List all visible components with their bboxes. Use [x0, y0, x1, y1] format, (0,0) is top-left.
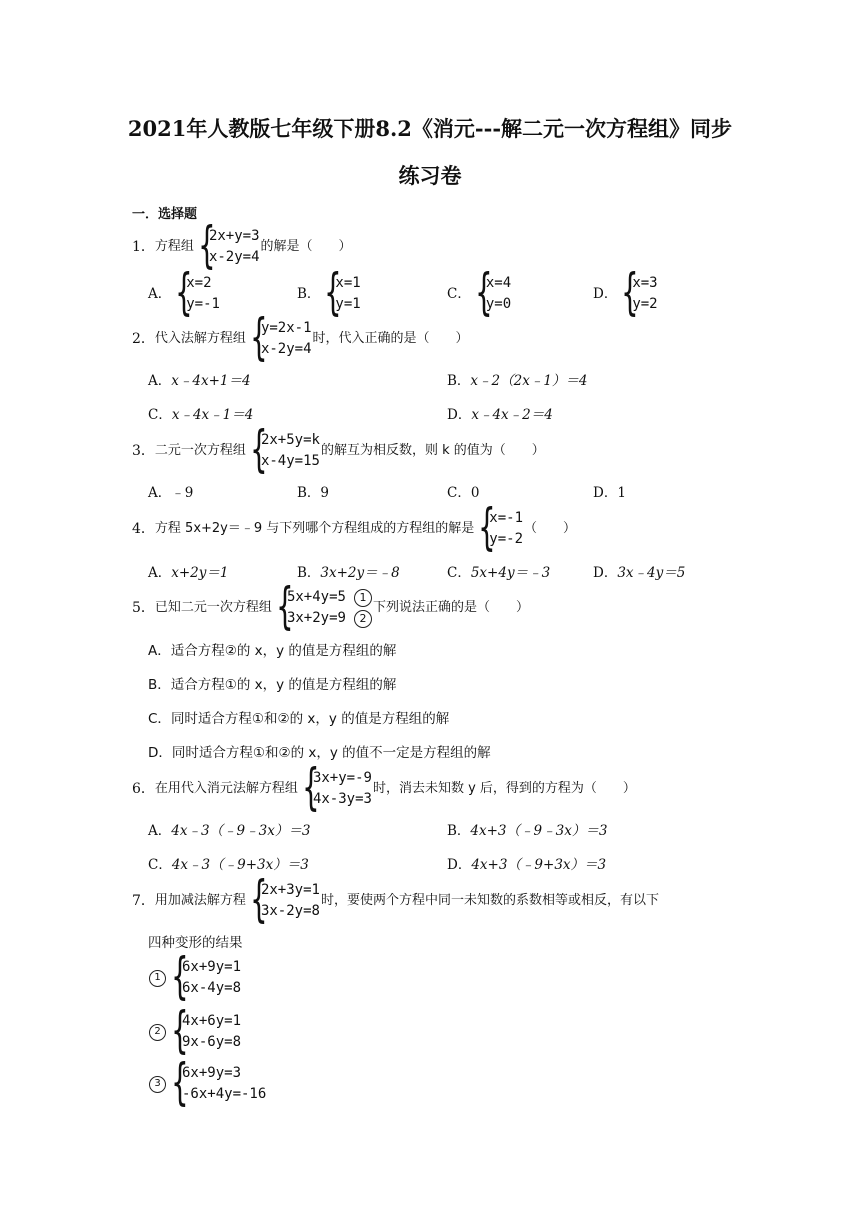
q7-variant-2: 2 { 4x+6y=1 9x-6y=8: [148, 1011, 242, 1053]
circled-number-2: 2: [354, 610, 372, 628]
q4-option-b[interactable]: B．3x+2y＝﹣8: [297, 565, 400, 581]
q4-option-a[interactable]: A．x+2y＝1: [148, 565, 229, 581]
q1-option-c[interactable]: C． { x=4 y=0: [447, 263, 512, 321]
q5-option-c[interactable]: C．同时适合方程①和②的 x，y 的值是方程组的解: [148, 711, 450, 727]
q7-variant-3: 3 { 6x+9y=3 -6x+4y=-16: [148, 1063, 267, 1105]
q7-variant-1: 1 { 6x+9y=1 6x-4y=8: [148, 957, 242, 999]
q5-option-a[interactable]: A．适合方程②的 x，y 的值是方程组的解: [148, 643, 397, 659]
q2-option-a[interactable]: A．x﹣4x+1＝4: [148, 373, 251, 389]
q2-option-d[interactable]: D．x﹣4x﹣2＝4: [447, 407, 553, 423]
question-2: 2． 代入法解方程组 { y=2x-1 x-2y=4 时，代入正确的是（ ）: [132, 308, 469, 366]
question-7: 7． 用加减法解方程 { 2x+3y=1 3x-2y=8 时，要使两个方程中同一未知数的系数相等或相反，有以下: [132, 870, 659, 928]
question-3: 3． 二元一次方程组 { 2x+5y=k x-4y=15 的解互为相反数，则 k 的值为（ ）: [132, 420, 545, 478]
q1-option-a[interactable]: A． { x=2 y=-1: [148, 263, 220, 321]
q6-option-b[interactable]: B．4x+3（﹣9﹣3x）＝3: [447, 823, 608, 839]
question-6: 6． 在用代入消元法解方程组 { 3x+y=-9 4x-3y=3 时，消去未知数 y 后，得到的方程为（ ）: [132, 758, 636, 816]
q2-option-c[interactable]: C．x﹣4x﹣1＝4: [148, 407, 254, 423]
q3-option-d[interactable]: D．1: [593, 485, 626, 501]
q6-option-d[interactable]: D．4x+3（﹣9+3x）＝3: [447, 857, 607, 873]
q2-option-b[interactable]: B．x﹣2（2x﹣1）＝4: [447, 373, 588, 389]
q3-option-b[interactable]: B．9: [297, 485, 330, 501]
q4-option-c[interactable]: C．5x+4y＝﹣3: [447, 565, 551, 581]
q1-option-d[interactable]: D． { x=3 y=2: [593, 263, 658, 321]
circled-number-1: 1: [354, 589, 372, 607]
question-7-line-2: 四种变形的结果: [148, 935, 243, 951]
q5-option-d[interactable]: D．同时适合方程①和②的 x，y 的值不一定是方程组的解: [148, 745, 491, 761]
title-line-2: 练习卷: [398, 163, 462, 188]
q1-option-b[interactable]: B． { x=1 y=1: [297, 263, 361, 321]
equation-system: { 2x+y=3 x-2y=4: [198, 216, 260, 274]
question-1: 1． 方程组 { 2x+y=3 x-2y=4 的解是（ ）: [132, 216, 352, 274]
title-line-1: 2021年人教版七年级下册8.2《消元---解二元一次方程组》同步: [127, 116, 733, 141]
question-5: 5． 已知二元一次方程组 { 5x+4y=5 1 3x+2y=9 2 下列说法正确的是（ ）: [132, 577, 529, 635]
q5-option-b[interactable]: B．适合方程①的 x，y 的值是方程组的解: [148, 677, 397, 693]
q4-option-d[interactable]: D．3x﹣4y＝5: [593, 565, 686, 581]
q3-option-a[interactable]: A．﹣9: [148, 485, 194, 501]
question-4: 4． 方程 5x+2y＝﹣9 与下列哪个方程组成的方程组的解是 { x=-1 y=-2 （ ）: [132, 498, 577, 556]
q6-option-a[interactable]: A．4x﹣3（﹣9﹣3x）＝3: [148, 823, 311, 839]
q6-option-c[interactable]: C．4x﹣3（﹣9+3x）＝3: [148, 857, 309, 873]
q3-option-c[interactable]: C．0: [447, 485, 480, 501]
section-heading: 一．选择题: [132, 207, 198, 222]
